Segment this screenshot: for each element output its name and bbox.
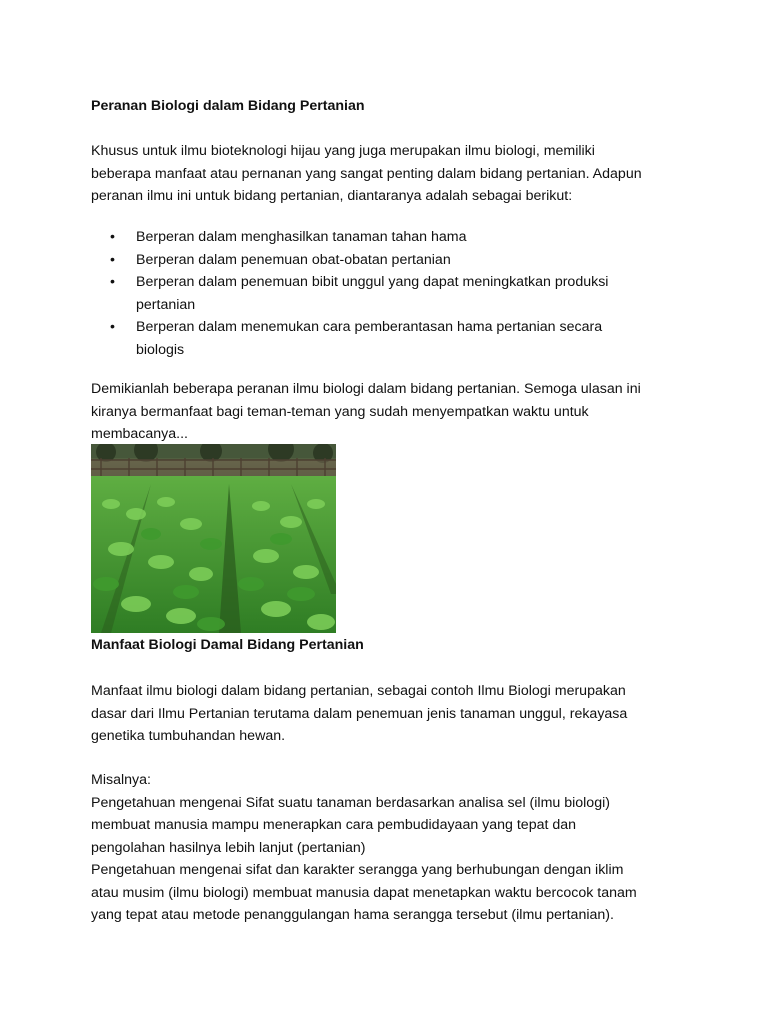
text-line: genetika tumbuhandan hewan.: [91, 728, 286, 744]
bullet-icon: •: [110, 251, 115, 268]
text-line: membuat manusia mampu menerapkan cara pembudidayaan yang tepat dan: [91, 817, 577, 833]
text-line: Berperan dalam menghasilkan tanaman tahan hama: [136, 229, 467, 245]
text-line: dasar dari Ilmu Pertanian terutama dalam penemuan jenis tanaman unggul, rekayasa: [91, 705, 628, 722]
text-line: Berperan dalam menemukan cara pemberantasan hama pertanian secara: [136, 319, 603, 335]
bullet-icon: •: [110, 319, 115, 335]
example-paragraph: [91, 769, 691, 927]
text-line: beberapa manfaat atau pernanan yang sangat penting dalam bidang pertanian. Adapun: [91, 165, 642, 182]
text-line: Pengetahuan mengenai Sifat suatu tanaman berdasarkan analisa sel (ilmu biologi): [91, 794, 610, 811]
text-line: peranan ilmu ini untuk bidang pertanian, diantaranya adalah sebagai berikut:: [91, 188, 573, 204]
list-item: [91, 316, 608, 361]
text-line: pengolahan hasilnya lebih lanjut (pertanian): [91, 839, 366, 856]
text-line: Khusus untuk ilmu bioteknologi hijau yang juga merupakan ilmu biologi, memiliki: [91, 143, 595, 159]
text-line: membacanya...: [91, 426, 188, 442]
bullet-icon: •: [110, 229, 115, 245]
list-item: [91, 226, 608, 249]
text-line: yang tepat atau metode penanggulangan hama serangga tersebut (ilmu pertanian).: [91, 907, 614, 923]
text-line: kiranya bermanfaat bagi teman-teman yang sudah menyempatkan waktu untuk: [91, 403, 589, 420]
section-title: Manfaat Biologi Damal Bidang Pertanian: [91, 637, 364, 653]
text-line: Misalnya:: [91, 772, 151, 788]
text-line: Demikianlah beberapa peranan ilmu biologi dalam bidang pertanian. Semoga ulasan ini: [91, 381, 641, 397]
text-line: atau musim (ilmu biologi) membuat manusia dapat menetapkan waktu bercocok tanam: [91, 884, 637, 901]
closing-paragraph: [91, 378, 691, 446]
text-line: Manfaat ilmu biologi dalam bidang pertanian, sebagai contoh Ilmu Biologi merupakan: [91, 683, 626, 699]
text-line: Pengetahuan mengenai sifat dan karakter serangga yang berhubungan dengan iklim: [91, 862, 624, 878]
section-title: Peranan Biologi dalam Bidang Pertanian: [91, 98, 365, 114]
benefit-paragraph: [91, 680, 691, 748]
text-line: biologis: [136, 341, 185, 358]
list-item: [91, 249, 608, 272]
intro-paragraph: [91, 140, 691, 208]
text-line: Berperan dalam penemuan bibit unggul yang dapat meningkatkan produksi: [136, 274, 609, 290]
text-line: pertanian: [136, 296, 196, 313]
text-line: Berperan dalam penemuan obat-obatan pertanian: [136, 251, 451, 268]
plant-nursery-photo: [91, 444, 336, 633]
roles-list: [91, 226, 608, 361]
bullet-icon: •: [110, 274, 115, 290]
list-item: [91, 271, 608, 316]
